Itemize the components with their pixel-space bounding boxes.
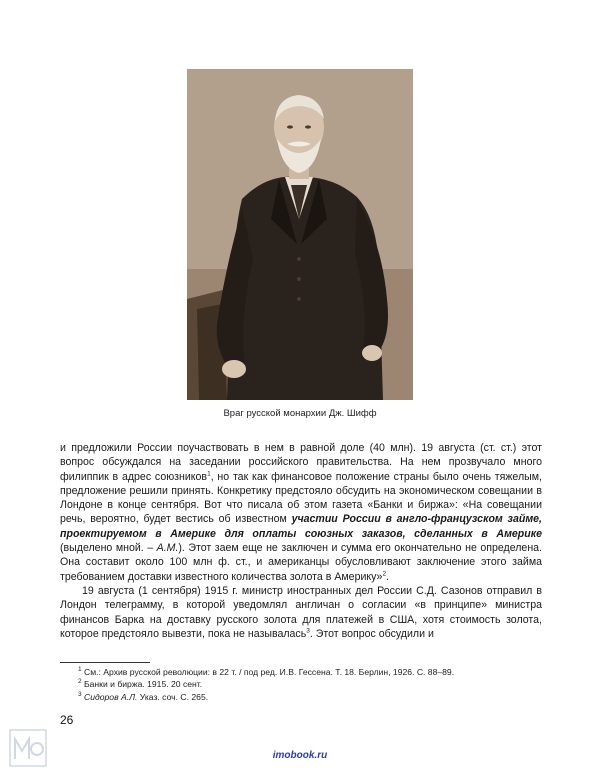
footnote-ref-1[interactable]: 1: [207, 470, 211, 478]
main-text: [60, 441, 542, 641]
portrait-photo: [187, 69, 413, 400]
portrait-illustration: [187, 69, 413, 400]
paragraph-1: и предложили России поучаствовать в нем в равной доле (40 млн). 19 августа (ст. ст.) этот вопрос обсуждался на заседании российского правительства. На нем прозвучало много филиппик в адрес союзников$^1$, но так как финансовое положение страны было очень тяжелым, предложение решили принять. Конкретику предстояло обсудить на экономическом совещании в Лондоне в конце сентября. Вот что писала об этом газета «Банки и биржа»: «На совещании речь, вероятно, будет вестись об известном участии России в англо-французском займе, проектируемом в Америке для оплаты союзных заказов, сделанных в Америке (выделено мной. – А.М.). Этот заем еще не заключен и сумма его окончательно не определена. Она составит около 100 млн ф. ст., и американцы обусловливают заключение этого займа требованием доставки известного количества золота в Америку»$^2$.: [60, 442, 542, 583]
footnote-divider: [60, 662, 150, 663]
emphasized-quote: участии России в англо-французском займе, проектируемом в Америке для оплаты союзных заказов, сделанных в Америке: [60, 513, 542, 540]
footnote-2: $^2$ Банки и биржа. 1915. 20 сент.: [78, 678, 203, 690]
author-initials: А.М.: [156, 542, 179, 555]
photo-caption: Враг русской монархии Дж. Шифф: [223, 408, 377, 419]
footnote-3: $^3$ Сидоров А.Л. Указ. соч. С. 265.: [78, 690, 209, 702]
footnote-ref-3[interactable]: 3: [306, 627, 310, 635]
footnotes: [78, 666, 548, 703]
page-number: 26: [60, 713, 74, 727]
paragraph-2: 19 августа (1 сентября) 1915 г. министр иностранных дел России С.Д. Сазонов отправил в Лондон телеграмму, в которой уведомлял англичан о согласии «в принципе» министра финансов Барка на доставку русского золота для платежей в США, хотя стоимость золота, которое предстояло вывезти, пока не называлась$^3$. Этот вопрос обсудили и: [60, 584, 542, 640]
publisher-logo-icon: [9, 729, 47, 767]
footnote-1: $^1$ См.: Архив русской революции: в 22 т. / под ред. И.В. Гессена. Т. 18. Берлин, 1926. С. 88–89.: [78, 666, 455, 677]
site-link[interactable]: imobook.ru: [272, 750, 328, 761]
footnote-ref-2[interactable]: 2: [382, 570, 387, 578]
